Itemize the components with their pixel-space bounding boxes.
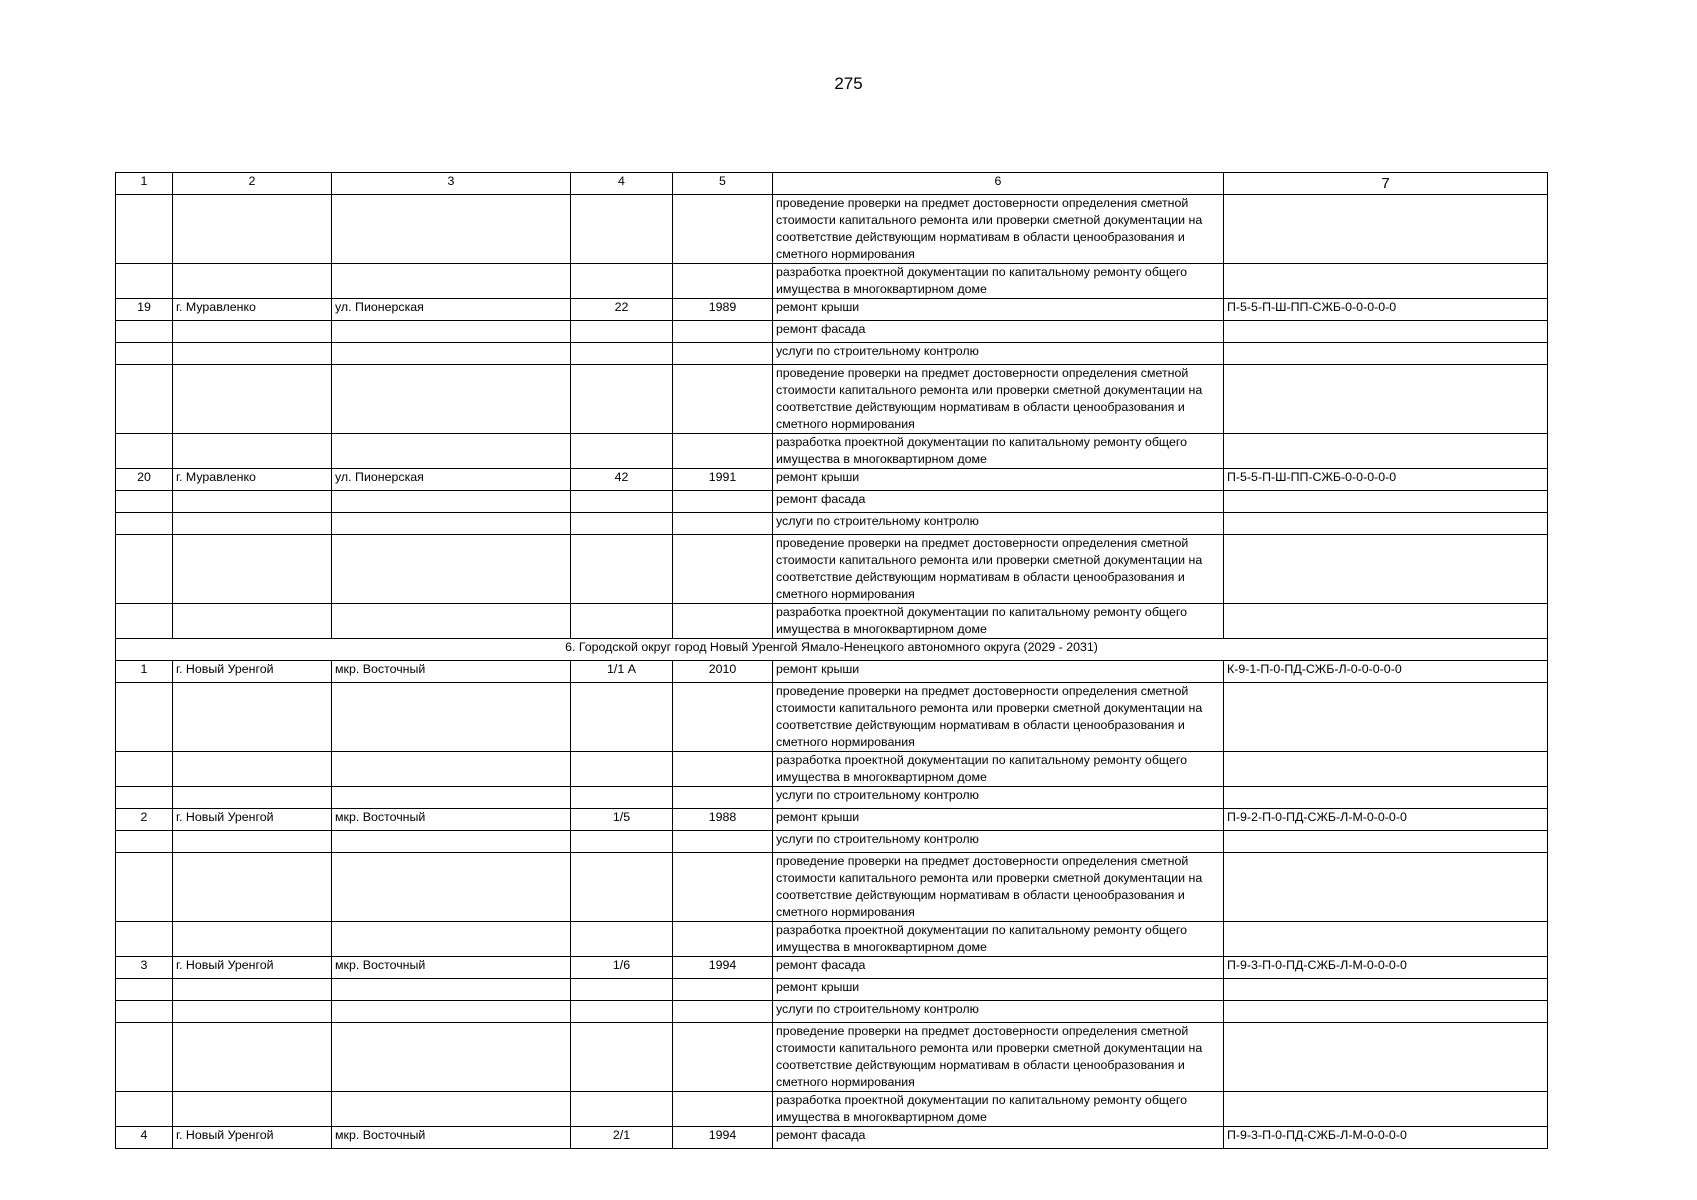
cell-code — [1224, 979, 1548, 1001]
cell-house — [571, 513, 673, 535]
table-row — [116, 195, 1548, 264]
cell-code — [1224, 752, 1548, 787]
cell-year — [673, 535, 773, 604]
cell-year — [673, 922, 773, 957]
cell-street: мкр. Восточный — [332, 809, 571, 831]
cell-work: разработка проектной документации по капитальному ремонту общего имущества в многоквартирном доме — [773, 434, 1224, 469]
cell-work: услуги по строительному контролю — [773, 343, 1224, 365]
table-row — [116, 434, 1548, 469]
table-row — [116, 683, 1548, 752]
cell-year — [673, 513, 773, 535]
cell-code — [1224, 365, 1548, 434]
cell-house — [571, 604, 673, 639]
table-row — [116, 365, 1548, 434]
cell-work: ремонт крыши — [773, 469, 1224, 491]
cell-house — [571, 1001, 673, 1023]
cell-number: 1 — [116, 661, 173, 683]
cell-code — [1224, 831, 1548, 853]
cell-street — [332, 535, 571, 604]
cell-work: проведение проверки на предмет достоверности определения сметной стоимости капитального ремонта или проверки сметной документации на соответствие действующим нормативам в области ценообразования и сметного нормирования — [773, 535, 1224, 604]
cell-code — [1224, 264, 1548, 299]
cell-work: ремонт фасада — [773, 957, 1224, 979]
cell-street — [332, 264, 571, 299]
cell-work: проведение проверки на предмет достоверности определения сметной стоимости капитального ремонта или проверки сметной документации на соответствие действующим нормативам в области ценообразования и сметного нормирования — [773, 853, 1224, 922]
cell-year — [673, 365, 773, 434]
cell-work: ремонт крыши — [773, 299, 1224, 321]
cell-house — [571, 491, 673, 513]
cell-year — [673, 343, 773, 365]
cell-work: разработка проектной документации по капитальному ремонту общего имущества в многоквартирном доме — [773, 1092, 1224, 1127]
cell-year — [673, 1092, 773, 1127]
cell-work: ремонт крыши — [773, 809, 1224, 831]
cell-number — [116, 321, 173, 343]
cell-number — [116, 787, 173, 809]
cell-code — [1224, 343, 1548, 365]
cell-house — [571, 752, 673, 787]
cell-street: ул. Пионерская — [332, 299, 571, 321]
cell-number — [116, 1023, 173, 1092]
table-row — [116, 321, 1548, 343]
cell-work: ремонт крыши — [773, 979, 1224, 1001]
cell-number: 19 — [116, 299, 173, 321]
table-row — [116, 343, 1548, 365]
cell-street — [332, 321, 571, 343]
cell-work: разработка проектной документации по капитальному ремонту общего имущества в многоквартирном доме — [773, 922, 1224, 957]
page-number: 275 — [834, 74, 863, 93]
cell-city — [173, 787, 332, 809]
cell-code — [1224, 1023, 1548, 1092]
table-row — [116, 513, 1548, 535]
cell-code — [1224, 1092, 1548, 1127]
cell-city — [173, 365, 332, 434]
cell-work: услуги по строительному контролю — [773, 831, 1224, 853]
cell-year — [673, 1001, 773, 1023]
table-row — [116, 787, 1548, 809]
cell-number — [116, 365, 173, 434]
cell-house — [571, 195, 673, 264]
cell-number — [116, 195, 173, 264]
header-cell-2: 2 — [173, 173, 332, 195]
cell-code — [1224, 513, 1548, 535]
cell-house: 1/5 — [571, 809, 673, 831]
cell-street — [332, 1023, 571, 1092]
cell-city: г. Муравленко — [173, 469, 332, 491]
cell-street — [332, 831, 571, 853]
cell-code: П-9-3-П-0-ПД-СЖБ-Л-М-0-0-0-0 — [1224, 957, 1548, 979]
cell-street — [332, 683, 571, 752]
header-cell-6: 6 — [773, 173, 1224, 195]
cell-city: г. Новый Уренгой — [173, 1127, 332, 1149]
cell-number — [116, 604, 173, 639]
cell-house: 1/6 — [571, 957, 673, 979]
cell-city — [173, 195, 332, 264]
cell-city — [173, 343, 332, 365]
cell-street — [332, 1092, 571, 1127]
cell-number — [116, 343, 173, 365]
cell-work: проведение проверки на предмет достоверности определения сметной стоимости капитального ремонта или проверки сметной документации на соответствие действующим нормативам в области ценообразования и сметного нормирования — [773, 365, 1224, 434]
cell-house — [571, 979, 673, 1001]
cell-house — [571, 365, 673, 434]
table-row — [116, 831, 1548, 853]
cell-city — [173, 853, 332, 922]
cell-street — [332, 195, 571, 264]
table-row — [116, 922, 1548, 957]
cell-work: услуги по строительному контролю — [773, 513, 1224, 535]
table-row — [116, 491, 1548, 513]
cell-year: 1988 — [673, 809, 773, 831]
cell-street — [332, 979, 571, 1001]
cell-number: 20 — [116, 469, 173, 491]
cell-work: разработка проектной документации по капитальному ремонту общего имущества в многоквартирном доме — [773, 604, 1224, 639]
cell-number — [116, 513, 173, 535]
cell-street — [332, 343, 571, 365]
cell-number — [116, 434, 173, 469]
table-row — [116, 661, 1548, 683]
cell-street — [332, 853, 571, 922]
cell-number — [116, 535, 173, 604]
cell-code: К-9-1-П-0-ПД-СЖБ-Л-0-0-0-0-0 — [1224, 661, 1548, 683]
cell-year — [673, 787, 773, 809]
cell-code — [1224, 434, 1548, 469]
cell-street — [332, 752, 571, 787]
cell-code — [1224, 535, 1548, 604]
table-row — [116, 853, 1548, 922]
cell-house — [571, 321, 673, 343]
table-row — [116, 1023, 1548, 1092]
cell-number — [116, 491, 173, 513]
cell-number — [116, 1001, 173, 1023]
cell-city — [173, 513, 332, 535]
cell-year — [673, 321, 773, 343]
cell-number — [116, 683, 173, 752]
cell-year — [673, 683, 773, 752]
cell-code: П-9-3-П-0-ПД-СЖБ-Л-М-0-0-0-0 — [1224, 1127, 1548, 1149]
cell-year: 1989 — [673, 299, 773, 321]
cell-number — [116, 853, 173, 922]
cell-city — [173, 683, 332, 752]
cell-year: 1994 — [673, 957, 773, 979]
cell-code — [1224, 922, 1548, 957]
cell-year — [673, 752, 773, 787]
cell-city — [173, 752, 332, 787]
table-header-row — [116, 173, 1548, 195]
cell-city: г. Новый Уренгой — [173, 661, 332, 683]
cell-house — [571, 264, 673, 299]
cell-work: проведение проверки на предмет достоверности определения сметной стоимости капитального ремонта или проверки сметной документации на соответствие действующим нормативам в области ценообразования и сметного нормирования — [773, 683, 1224, 752]
cell-city: г. Муравленко — [173, 299, 332, 321]
cell-number — [116, 264, 173, 299]
cell-year: 2010 — [673, 661, 773, 683]
cell-house — [571, 434, 673, 469]
cell-city — [173, 1023, 332, 1092]
cell-city — [173, 264, 332, 299]
cell-year — [673, 604, 773, 639]
cell-work: проведение проверки на предмет достоверности определения сметной стоимости капитального ремонта или проверки сметной документации на соответствие действующим нормативам в области ценообразования и сметного нормирования — [773, 195, 1224, 264]
cell-year — [673, 979, 773, 1001]
cell-street — [332, 365, 571, 434]
header-cell-5: 5 — [673, 173, 773, 195]
cell-house: 22 — [571, 299, 673, 321]
cell-code — [1224, 1001, 1548, 1023]
cell-house: 2/1 — [571, 1127, 673, 1149]
cell-number — [116, 752, 173, 787]
table-row — [116, 752, 1548, 787]
cell-city: г. Новый Уренгой — [173, 809, 332, 831]
cell-year: 1991 — [673, 469, 773, 491]
cell-code — [1224, 853, 1548, 922]
cell-code: П-9-2-П-0-ПД-СЖБ-Л-М-0-0-0-0 — [1224, 809, 1548, 831]
cell-house — [571, 343, 673, 365]
cell-year: 1994 — [673, 1127, 773, 1149]
cell-city — [173, 491, 332, 513]
section-title: 6. Городской округ город Новый Уренгой Ямало-Ненецкого автономного округа (2029 - 2031) — [116, 639, 1548, 661]
cell-house — [571, 683, 673, 752]
cell-work: услуги по строительному контролю — [773, 787, 1224, 809]
cell-year — [673, 1023, 773, 1092]
cell-house: 1/1 А — [571, 661, 673, 683]
cell-house — [571, 1092, 673, 1127]
cell-house — [571, 922, 673, 957]
cell-city — [173, 1092, 332, 1127]
cell-work: разработка проектной документации по капитальному ремонту общего имущества в многоквартирном доме — [773, 752, 1224, 787]
header-cell-4: 4 — [571, 173, 673, 195]
cell-code — [1224, 491, 1548, 513]
cell-street: мкр. Восточный — [332, 1127, 571, 1149]
cell-year — [673, 853, 773, 922]
cell-year — [673, 491, 773, 513]
cell-code — [1224, 604, 1548, 639]
cell-year — [673, 264, 773, 299]
cell-code — [1224, 787, 1548, 809]
cell-code — [1224, 195, 1548, 264]
cell-number: 4 — [116, 1127, 173, 1149]
cell-street — [332, 513, 571, 535]
cell-work: проведение проверки на предмет достоверности определения сметной стоимости капитального ремонта или проверки сметной документации на соответствие действующим нормативам в области ценообразования и сметного нормирования — [773, 1023, 1224, 1092]
cell-work: ремонт фасада — [773, 321, 1224, 343]
header-cell-1: 1 — [116, 173, 173, 195]
cell-year — [673, 434, 773, 469]
cell-house — [571, 853, 673, 922]
cell-city — [173, 434, 332, 469]
cell-house — [571, 831, 673, 853]
cell-street — [332, 1001, 571, 1023]
cell-number: 3 — [116, 957, 173, 979]
table-row — [116, 809, 1548, 831]
cell-city — [173, 1001, 332, 1023]
cell-city — [173, 535, 332, 604]
table-row — [116, 535, 1548, 604]
cell-number — [116, 979, 173, 1001]
cell-work: ремонт фасада — [773, 491, 1224, 513]
cell-house — [571, 535, 673, 604]
cell-street: мкр. Восточный — [332, 957, 571, 979]
cell-street — [332, 922, 571, 957]
table-row — [116, 264, 1548, 299]
cell-city — [173, 321, 332, 343]
cell-city — [173, 831, 332, 853]
table-row — [116, 1092, 1548, 1127]
cell-street: ул. Пионерская — [332, 469, 571, 491]
table-row — [116, 1001, 1548, 1023]
header-cell-7: 7 — [1224, 173, 1548, 195]
cell-city — [173, 604, 332, 639]
cell-city: г. Новый Уренгой — [173, 957, 332, 979]
cell-code: П-5-5-П-Ш-ПП-СЖБ-0-0-0-0-0 — [1224, 299, 1548, 321]
header-cell-3: 3 — [332, 173, 571, 195]
table-row — [116, 979, 1548, 1001]
cell-city — [173, 979, 332, 1001]
cell-work: ремонт фасада — [773, 1127, 1224, 1149]
cell-code — [1224, 321, 1548, 343]
cell-number: 2 — [116, 809, 173, 831]
cell-house — [571, 787, 673, 809]
cell-year — [673, 195, 773, 264]
cell-street — [332, 604, 571, 639]
table-row — [116, 1127, 1548, 1149]
table-row — [116, 299, 1548, 321]
cell-number — [116, 922, 173, 957]
cell-work: ремонт крыши — [773, 661, 1224, 683]
table-row — [116, 469, 1548, 491]
cell-street: мкр. Восточный — [332, 661, 571, 683]
data-table — [115, 172, 1548, 1149]
table-row — [116, 604, 1548, 639]
table-row — [116, 957, 1548, 979]
cell-code — [1224, 683, 1548, 752]
cell-number — [116, 831, 173, 853]
cell-code: П-5-5-П-Ш-ПП-СЖБ-0-0-0-0-0 — [1224, 469, 1548, 491]
cell-year — [673, 831, 773, 853]
section-row — [116, 639, 1548, 661]
cell-street — [332, 787, 571, 809]
cell-house — [571, 1023, 673, 1092]
cell-street — [332, 491, 571, 513]
cell-city — [173, 922, 332, 957]
cell-work: услуги по строительному контролю — [773, 1001, 1224, 1023]
cell-number — [116, 1092, 173, 1127]
cell-street — [332, 434, 571, 469]
cell-work: разработка проектной документации по капитальному ремонту общего имущества в многоквартирном доме — [773, 264, 1224, 299]
cell-house: 42 — [571, 469, 673, 491]
